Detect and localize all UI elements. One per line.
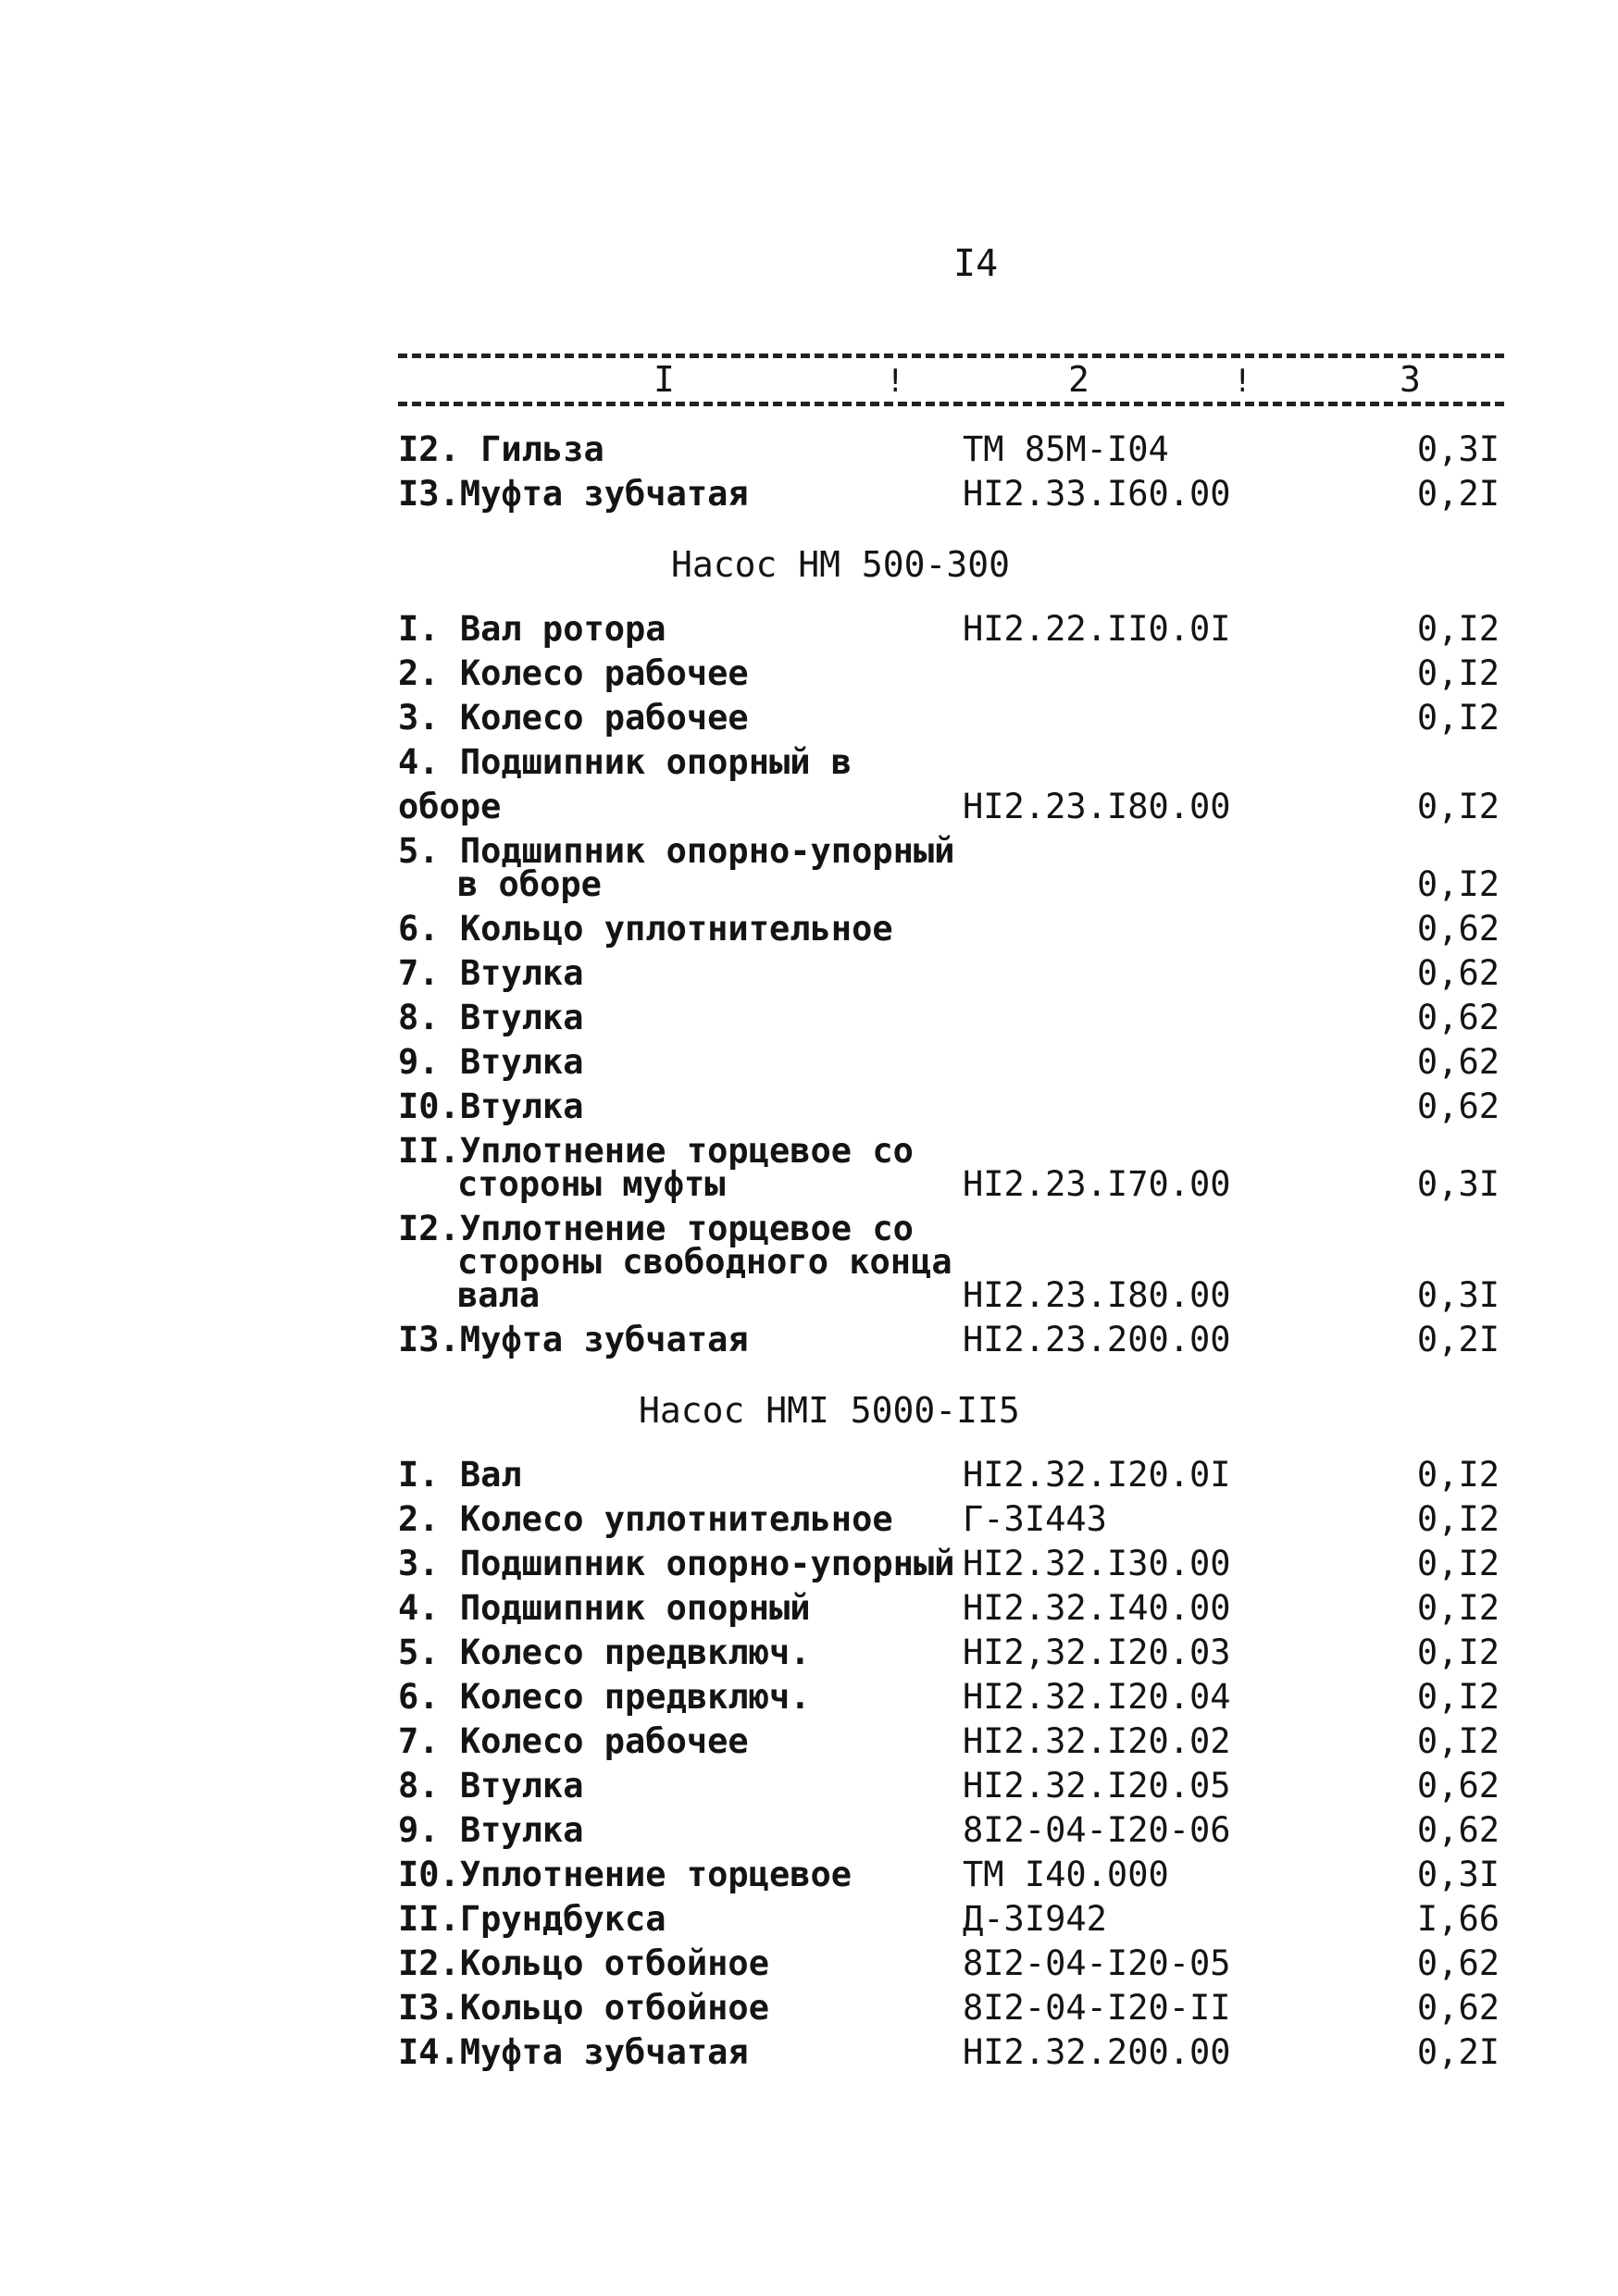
column-2-header: 2 bbox=[1064, 361, 1093, 398]
part-code: 8I2-04-I20-06 bbox=[963, 1810, 1231, 1850]
part-name-line: I3.Муфта зубчатая bbox=[398, 474, 749, 514]
part-value: 0,2I bbox=[1416, 1320, 1500, 1359]
part-name-continuation: вала bbox=[457, 1275, 541, 1315]
table-row bbox=[398, 907, 1509, 951]
part-name bbox=[398, 1675, 963, 1719]
part-name-line: 4. Подшипник опорный в оборе bbox=[398, 742, 853, 826]
part-value: 0,I2 bbox=[1416, 1632, 1500, 1672]
part-name-line: 8. Втулка bbox=[398, 998, 584, 1037]
part-value: 0,I2 bbox=[1416, 698, 1500, 738]
part-value: 0,I2 bbox=[1416, 653, 1500, 693]
part-name-line: 2. Колесо уплотнительное bbox=[398, 1499, 893, 1539]
part-code: НI2.32.I20.05 bbox=[963, 1766, 1231, 1806]
part-name-line: I0.Втулка bbox=[398, 1086, 584, 1126]
part-name bbox=[398, 652, 963, 696]
table-row bbox=[398, 829, 1509, 907]
table-row bbox=[398, 1453, 1509, 1497]
table-row bbox=[398, 1085, 1509, 1129]
part-name-line: I. Вал ротора bbox=[398, 609, 666, 649]
table-row bbox=[398, 740, 1509, 829]
part-value: 0,2I bbox=[1416, 474, 1500, 514]
part-value: 0,I2 bbox=[1416, 609, 1500, 649]
part-code: НI2.32.I40.00 bbox=[963, 1588, 1231, 1628]
part-code: НI2.23.I80.00 bbox=[963, 787, 1231, 826]
table-row bbox=[398, 1719, 1509, 1764]
part-name bbox=[398, 1497, 963, 1542]
section-title: Насос НМI 5000-II5 bbox=[639, 1390, 1020, 1431]
column-separator: ! bbox=[886, 363, 905, 400]
part-name bbox=[398, 428, 963, 472]
table-row bbox=[398, 428, 1509, 472]
part-name bbox=[398, 1209, 963, 1315]
part-code: ТМ 85М-I04 bbox=[963, 429, 1169, 469]
part-code: НI2.32.I20.02 bbox=[963, 1721, 1231, 1761]
part-name-line: 7. Втулка bbox=[398, 953, 584, 993]
part-value: 0,62 bbox=[1416, 1766, 1500, 1806]
part-name-line: I3.Кольцо отбойное bbox=[398, 1988, 769, 2028]
part-code: НI2.32.I20.04 bbox=[963, 1677, 1231, 1717]
part-name-line: I3.Муфта зубчатая bbox=[398, 1320, 749, 1359]
table-row bbox=[398, 1542, 1509, 1586]
part-name bbox=[398, 1853, 963, 1897]
part-name-line: II.Уплотнение торцевое со bbox=[398, 1131, 914, 1171]
part-value: 0,3I bbox=[1416, 1855, 1500, 1894]
part-value: 0,62 bbox=[1416, 909, 1500, 949]
part-value: 0,62 bbox=[1416, 1042, 1500, 1082]
part-name bbox=[398, 1040, 963, 1085]
table-row bbox=[398, 1497, 1509, 1542]
part-name-line: 5. Подшипник опорно-упорный bbox=[398, 831, 955, 871]
column-1-header: I bbox=[650, 361, 678, 398]
part-code: 8I2-04-I20-II bbox=[963, 1988, 1231, 2028]
part-value: 0,62 bbox=[1416, 1943, 1500, 1983]
page-number: I4 bbox=[953, 242, 999, 285]
part-name-line: 2. Колесо рабочее bbox=[398, 653, 749, 693]
table-row bbox=[398, 607, 1509, 652]
part-name-line: 3. Подшипник опорно-упорный bbox=[398, 1544, 955, 1583]
part-name-line: II.Грундбукса bbox=[398, 1899, 666, 1939]
part-code: НI2.23.I70.00 bbox=[963, 1164, 1231, 1204]
part-value: 0,62 bbox=[1416, 1810, 1500, 1850]
part-value: 0,I2 bbox=[1416, 1677, 1500, 1717]
part-name bbox=[398, 831, 963, 904]
section-title: Насос НМ 500-300 bbox=[671, 544, 1011, 585]
part-name bbox=[398, 907, 963, 951]
part-code: 8I2-04-I20-05 bbox=[963, 1943, 1231, 1983]
parts-table bbox=[398, 428, 1509, 2075]
part-value: 0,62 bbox=[1416, 998, 1500, 1037]
table-row bbox=[398, 1853, 1509, 1897]
part-name bbox=[398, 696, 963, 740]
part-value: 0,I2 bbox=[1416, 1544, 1500, 1583]
part-value: 0,I2 bbox=[1416, 1455, 1500, 1495]
part-name bbox=[398, 607, 963, 652]
table-row bbox=[398, 951, 1509, 996]
section bbox=[398, 428, 1509, 516]
part-name-line: 6. Кольцо уплотнительное bbox=[398, 909, 893, 949]
part-code: НI2.33.I60.00 bbox=[963, 474, 1231, 514]
part-code: НI2.32.I20.0I bbox=[963, 1455, 1231, 1495]
part-name-continuation: стороны муфты bbox=[457, 1164, 726, 1204]
column-separator: ! bbox=[1233, 363, 1252, 400]
column-3-header: 3 bbox=[1396, 361, 1425, 398]
part-name bbox=[398, 1942, 963, 1986]
part-value: 0,62 bbox=[1416, 1988, 1500, 2028]
part-name bbox=[398, 951, 963, 996]
part-name-line: 5. Колесо предвключ. bbox=[398, 1632, 811, 1672]
part-code: НI2.32.I30.00 bbox=[963, 1544, 1231, 1583]
table-row bbox=[398, 1986, 1509, 2030]
part-name bbox=[398, 1719, 963, 1764]
part-name-line: 7. Колесо рабочее bbox=[398, 1721, 749, 1761]
header-bottom-rule bbox=[398, 402, 1504, 406]
table-row bbox=[398, 1207, 1509, 1318]
part-value: 0,I2 bbox=[1416, 1588, 1500, 1628]
part-name bbox=[398, 2030, 963, 2075]
table-row bbox=[398, 696, 1509, 740]
part-name-line: I2. Гильза bbox=[398, 429, 604, 469]
part-value: 0,I2 bbox=[1416, 864, 1500, 904]
part-code: НI2,32.I20.03 bbox=[963, 1632, 1231, 1672]
part-code: НI2.22.II0.0I bbox=[963, 609, 1231, 649]
part-value: 0,I2 bbox=[1416, 1721, 1500, 1761]
part-name bbox=[398, 1631, 963, 1675]
part-name bbox=[398, 1586, 963, 1631]
table-row bbox=[398, 1318, 1509, 1362]
part-name-line: I. Вал bbox=[398, 1455, 522, 1495]
table-row bbox=[398, 1040, 1509, 1085]
part-name bbox=[398, 1131, 963, 1204]
table-row bbox=[398, 1764, 1509, 1808]
table-row bbox=[398, 1675, 1509, 1719]
part-name-line: 4. Подшипник опорный bbox=[398, 1588, 811, 1628]
part-name-line: 6. Колесо предвключ. bbox=[398, 1677, 811, 1717]
part-name bbox=[398, 740, 963, 829]
part-name bbox=[398, 1808, 963, 1853]
part-code: НI2.23.200.00 bbox=[963, 1320, 1231, 1359]
section bbox=[398, 1388, 1509, 2075]
part-name bbox=[398, 1986, 963, 2030]
part-name-line: I2.Уплотнение торцевое со bbox=[398, 1209, 914, 1248]
table-row bbox=[398, 996, 1509, 1040]
part-name-line: I2.Кольцо отбойное bbox=[398, 1943, 769, 1983]
part-value: 0,I2 bbox=[1416, 1499, 1500, 1539]
part-code: Г-3I443 bbox=[963, 1499, 1107, 1539]
table-row bbox=[398, 1129, 1509, 1207]
table-row bbox=[398, 2030, 1509, 2075]
part-name bbox=[398, 1897, 963, 1942]
header-top-rule bbox=[398, 354, 1504, 358]
part-name-line: 3. Колесо рабочее bbox=[398, 698, 749, 738]
table-row bbox=[398, 1631, 1509, 1675]
part-value: 0,I2 bbox=[1416, 787, 1500, 826]
part-code: Д-3I942 bbox=[963, 1899, 1107, 1939]
part-name-continuation: стороны свободного конца bbox=[457, 1242, 952, 1282]
table-row bbox=[398, 1586, 1509, 1631]
part-value: 0,3I bbox=[1416, 1275, 1500, 1315]
section bbox=[398, 542, 1509, 1362]
part-name-line: 9. Втулка bbox=[398, 1810, 584, 1850]
part-code: ТМ I40.000 bbox=[963, 1855, 1169, 1894]
table-row bbox=[398, 1808, 1509, 1853]
part-name-line: I0.Уплотнение торцевое bbox=[398, 1855, 853, 1894]
part-value: 0,62 bbox=[1416, 1086, 1500, 1126]
part-name-line: 9. Втулка bbox=[398, 1042, 584, 1082]
table-row bbox=[398, 652, 1509, 696]
part-name bbox=[398, 1542, 963, 1586]
part-name-continuation: в оборе bbox=[457, 864, 602, 904]
part-code: НI2.32.200.00 bbox=[963, 2032, 1231, 2072]
part-name-line: 8. Втулка bbox=[398, 1766, 584, 1806]
table-header bbox=[398, 344, 1504, 420]
part-name bbox=[398, 996, 963, 1040]
part-value: 0,2I bbox=[1416, 2032, 1500, 2072]
part-name bbox=[398, 472, 963, 516]
part-name bbox=[398, 1085, 963, 1129]
part-code: НI2.23.I80.00 bbox=[963, 1275, 1231, 1315]
table-row bbox=[398, 1942, 1509, 1986]
part-name bbox=[398, 1453, 963, 1497]
part-value: 0,3I bbox=[1416, 1164, 1500, 1204]
part-value: 0,62 bbox=[1416, 953, 1500, 993]
table-row bbox=[398, 1897, 1509, 1942]
part-name bbox=[398, 1764, 963, 1808]
part-name-line: I4.Муфта зубчатая bbox=[398, 2032, 749, 2072]
part-name bbox=[398, 1318, 963, 1362]
part-value: 0,3I bbox=[1416, 429, 1500, 469]
table-row bbox=[398, 472, 1509, 516]
part-value: I,66 bbox=[1416, 1899, 1500, 1939]
